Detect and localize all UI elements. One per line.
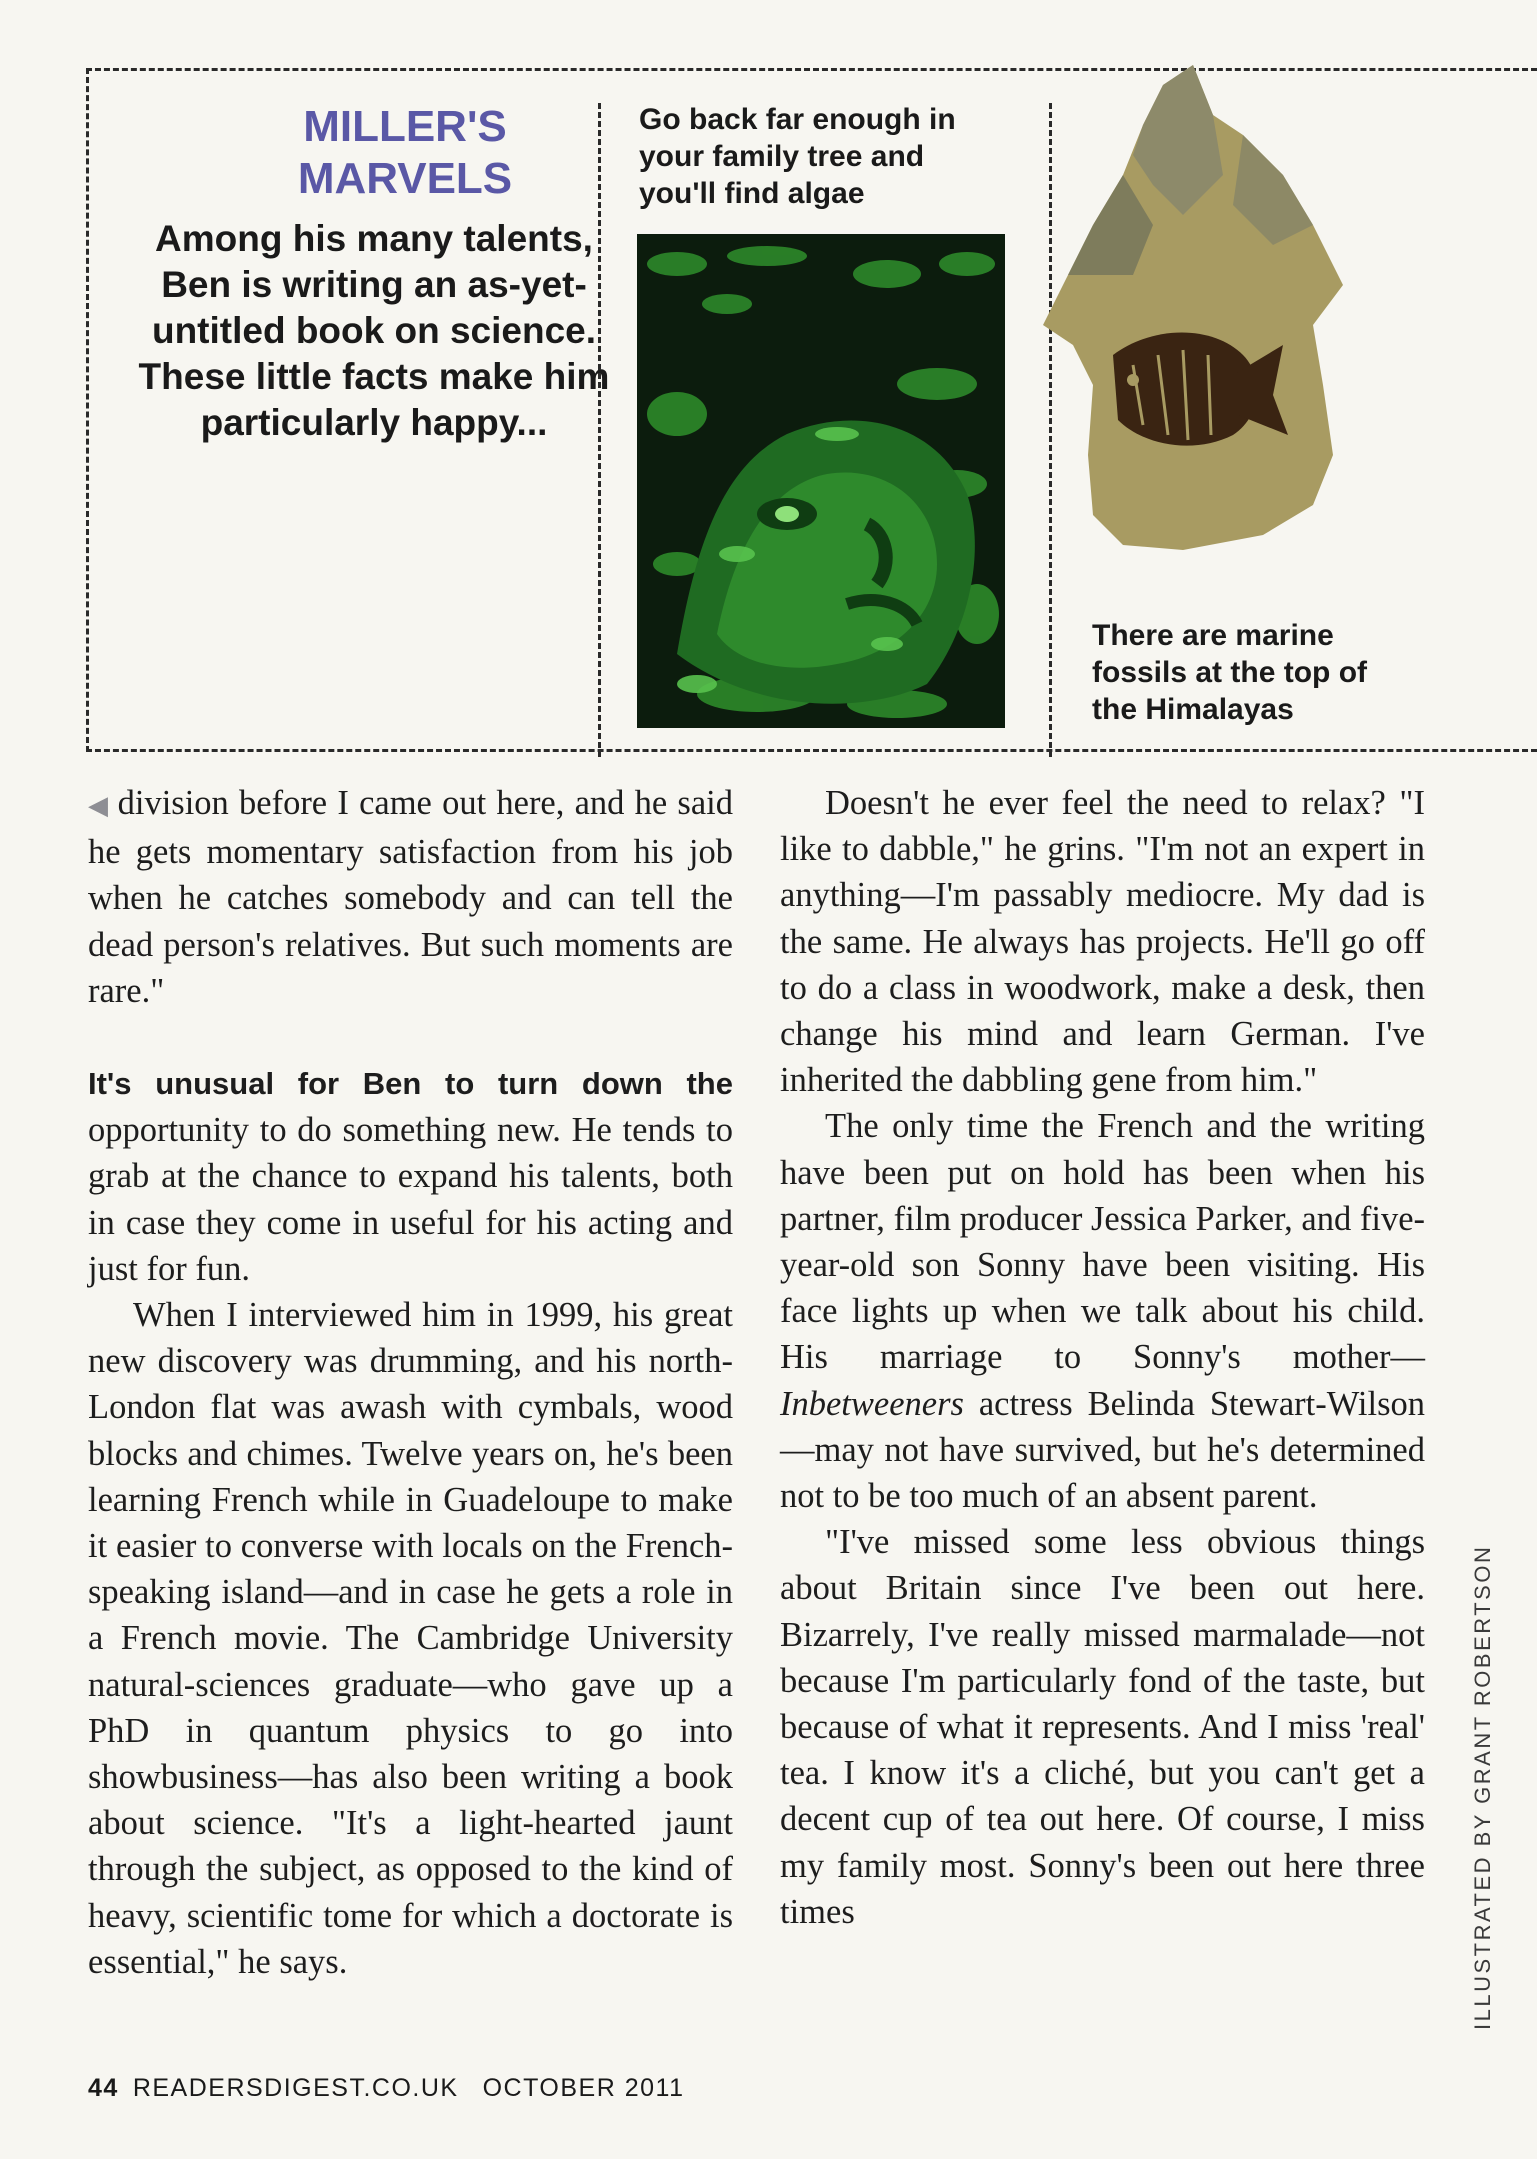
paragraph-text: actress Belinda Stewart-Wilson—may not have survived, but he's determined not to be too much of an absent parent. bbox=[780, 1384, 1425, 1516]
sidebar-divider-left bbox=[598, 103, 601, 757]
section-lead-in: It's unusual for Ben to turn down the bbox=[88, 1066, 733, 1102]
magazine-site: READERSDIGEST.CO.UK bbox=[132, 2074, 459, 2102]
paragraph-text: opportunity to do something new. He tends to grab at the chance to expand his talents, both in case they come in useful for his acting and just for fun. bbox=[88, 1111, 733, 1288]
algae-illustration bbox=[637, 234, 1005, 728]
continued-arrow-icon: ◀ bbox=[88, 791, 110, 820]
page-footer bbox=[88, 2074, 684, 2103]
paragraph bbox=[780, 1103, 1425, 1519]
sidebar-intro: Among his many talents, Ben is writing an as-yet-untitled book on science. These little facts make him particularly happy... bbox=[138, 218, 610, 443]
paragraph: When I interviewed him in 1999, his great new discovery was drumming, and his north-London flat was awash with cymbals, wood blocks and chimes. Twelve years on, he's been learning French while in Guadeloupe to make it easier to converse with locals on the French-speaking island—and in case he gets a role in a French movie. The Cambridge University natural-sciences graduate—who gave up a PhD in quantum physics to go into showbusiness—has also been writing a book about science. "It's a light-hearted jaunt through the subject, as opposed to the kind of heavy, scientific tome for which a doctorate is essential," he says. bbox=[88, 1296, 733, 1981]
sidebar-title-line2: MARVELS bbox=[297, 154, 513, 203]
paragraph: Doesn't he ever feel the need to relax? "I like to dabble," he grins. "I'm not an expert in anything—I'm passably mediocre. My dad is the same. He always has projects. He'll go off to do a class in woodwork, make a desk, then change his mind and learn German. I've inherited the dabbling gene from him." bbox=[780, 784, 1425, 1100]
fact-fossil-caption: There are marine fossils at the top of the Himalayas bbox=[1092, 619, 1368, 726]
paragraph: "I've missed some less obvious things about Britain since I've been out here. Bizarrely, I've really missed marmalade—not because I'm particularly fond of the taste, but because of what it represents. And I miss 'real' tea. I know it's a cliché, but you can't get a decent cup of tea out here. Of course, I miss my family most. Sonny's been out here three times bbox=[780, 1523, 1425, 1931]
article-column-left bbox=[88, 780, 733, 1985]
fossil-illustration bbox=[983, 25, 1363, 575]
issue-date: OCTOBER 2011 bbox=[482, 2074, 685, 2102]
paragraph bbox=[88, 780, 733, 1014]
page-number: 44 bbox=[88, 2074, 119, 2102]
paragraph bbox=[88, 1060, 733, 1292]
show-title: Inbetweeners bbox=[780, 1384, 964, 1423]
sidebar-title bbox=[175, 101, 635, 205]
sidebar-title-line1: MILLER'S bbox=[303, 102, 507, 151]
fact-algae-caption: Go back far enough in your family tree and you'll find algae bbox=[639, 103, 956, 210]
paragraph-text: division before I came out here, and he said he gets momentary satisfaction from his job when he catches somebody and can tell the dead person's relatives. But such moments are rare." bbox=[88, 784, 733, 1010]
illustration-credit: ILLUSTRATED BY GRANT ROBERTSON bbox=[1470, 1544, 1495, 2030]
paragraph-text: mother— bbox=[1292, 1338, 1426, 1377]
article-column-right bbox=[780, 780, 1425, 1935]
paragraph-text: The only time the French and the writing have been put on hold has been when his partner, film producer Jessica Parker, and five-year-old son Sonny have been visiting. His face lights up when we talk about his child. His marriage to Sonny's bbox=[780, 1107, 1425, 1377]
